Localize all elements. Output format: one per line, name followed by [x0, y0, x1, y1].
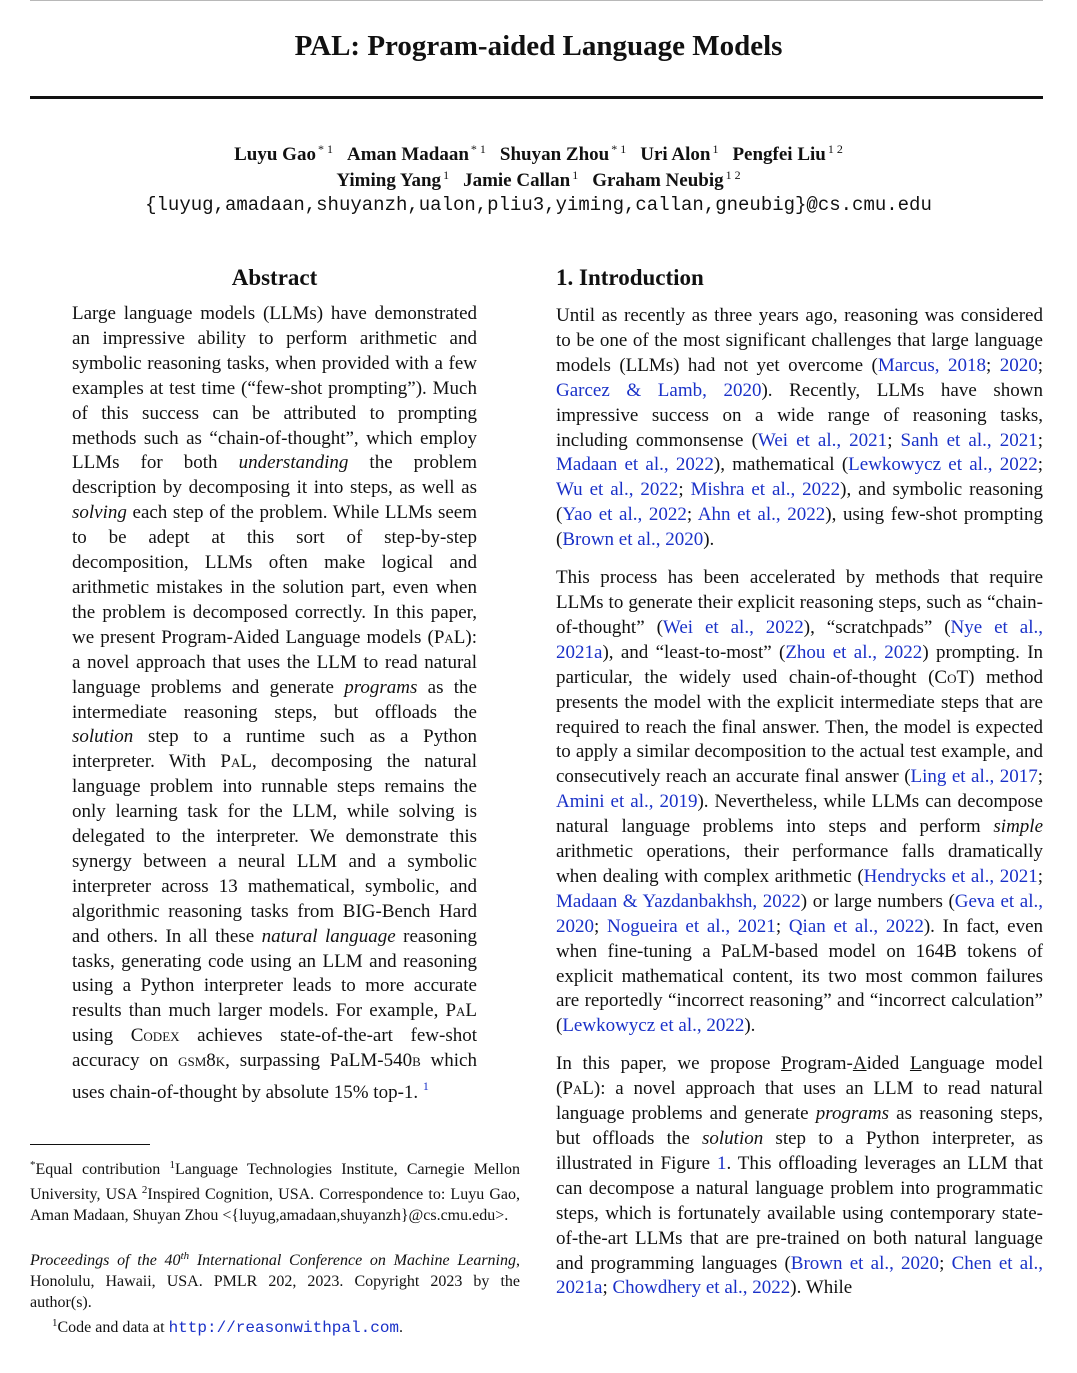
- citation-link[interactable]: Wei et al., 2022: [662, 616, 804, 638]
- text-run: International Conference on Machine Learning: [189, 1252, 516, 1269]
- citation-link[interactable]: Ahn et al., 2022: [697, 504, 826, 526]
- citation-link[interactable]: Lewkowycz et al., 2022: [562, 1015, 745, 1037]
- text-run: using: [72, 1025, 131, 1047]
- text-run: ;: [1037, 454, 1043, 476]
- intro-paragraph-1: [556, 304, 1043, 553]
- text-run: PaL: [433, 626, 466, 648]
- citation-link[interactable]: Brown et al., 2020: [790, 1252, 940, 1274]
- text-run: *: [30, 1159, 36, 1171]
- text-run: ;: [1037, 354, 1043, 376]
- text-run: Large language models (LLMs) have demonstrated an impressive ability to perform arithmetic and symbolic reasoning tasks, when provided with a few examples at test time (“few-shot prompting”). Much of this success can be attributed to prompting methods such as “chain-of-thought”, which employ LLMs for both: [72, 303, 477, 474]
- authors-row-2: [0, 168, 1077, 192]
- citation-link[interactable]: Madaan & Yazdanbakhsh, 2022: [556, 890, 801, 912]
- author-name: Jamie Callan $^1$: [463, 168, 579, 191]
- code-url-link[interactable]: http://reasonwithpal.com: [168, 1319, 400, 1337]
- text-run: , Honolulu, Hawaii, USA. PMLR 202, 2023. Copyright 2023 by the author(s).: [30, 1252, 520, 1311]
- paper-title: PAL: Program-aided Language Models: [294, 30, 783, 62]
- text-run: the problem description by decomposing it into steps, as well as: [72, 452, 478, 499]
- text-run: which uses chain-of-thought by absolute 15% top-1.: [72, 1050, 477, 1104]
- text-run: ) or large numbers (: [800, 890, 955, 912]
- citation-link[interactable]: Yao et al., 2022: [562, 504, 687, 526]
- footnote-rule: [30, 1144, 150, 1145]
- text-run: arithmetic operations, their performance falls dramatically when dealing with complex arithmetic (: [556, 841, 1043, 887]
- text-run: ;: [594, 915, 608, 937]
- text-run: Until as recently as three years ago, reasoning was considered to be one of the most significant challenges that large language models (LLMs) had not yet overcome (: [556, 305, 1043, 376]
- intro-paragraph-3: [556, 1052, 1043, 1301]
- left-column: [72, 262, 477, 1106]
- author-name: Aman Madaan $^{* 1}$: [346, 142, 486, 165]
- text-run: as the intermediate reasoning steps, but offloads the: [72, 676, 477, 723]
- citation-link[interactable]: Brown et al., 2020: [562, 529, 704, 551]
- text-run: programs: [815, 1103, 889, 1125]
- top-rule: [30, 0, 1043, 1]
- text-run: ) method presents the model with the explicit intermediate steps that are required to reach the final answer. Then, the model is expected to apply a similar decomposition to the actual test example, and consecutively reach an accurate final answer (: [556, 666, 1043, 788]
- text-run: th: [180, 1250, 190, 1262]
- text-run: ;: [678, 479, 691, 501]
- text-run: ;: [939, 1252, 952, 1274]
- text-run: 1: [52, 1317, 58, 1329]
- text-run: ;: [686, 504, 698, 526]
- text-run: anguage model (: [556, 1053, 1043, 1100]
- affiliation-marks: * 1: [611, 142, 627, 156]
- text-run: Inspired Cognition, USA. Correspondence to: Luyu Gao, Aman Madaan, Shuyan Zhou <{luyug,amadaan,shuyanzh}@cs.cmu.edu>.: [30, 1186, 520, 1224]
- text-run: .: [399, 1319, 404, 1336]
- text-run: solution: [72, 726, 134, 748]
- affiliation-marks: 1: [712, 142, 719, 156]
- text-run: simple: [993, 816, 1043, 838]
- title-rule: [30, 96, 1043, 99]
- citation-link[interactable]: Zhou et al., 2022: [785, 641, 923, 663]
- text-run: PaL: [562, 1078, 594, 1100]
- text-run: ). In fact, even when fine-tuning a PaLM-based model on 164B tokens of explicit mathematical content, its two most common failures are reportedly “incorrect reasoning” and “incorrect calculation” (: [556, 915, 1044, 1037]
- text-run: ).: [744, 1015, 756, 1037]
- citation-link[interactable]: Chen et al., 2021a: [556, 1252, 1044, 1299]
- text-run: as reasoning steps, but offloads the: [556, 1103, 1043, 1149]
- text-run: P: [781, 1053, 792, 1075]
- citation-link[interactable]: Chowdhery et al., 2022: [612, 1277, 791, 1299]
- text-run: step to a Python interpreter, as illustrated in Figure: [556, 1128, 1043, 1174]
- text-run: ), using few-shot prompting (: [556, 504, 1044, 551]
- citation-link[interactable]: Nye et al., 2021a: [556, 616, 1043, 663]
- citation-link[interactable]: 1: [717, 1152, 727, 1174]
- author-name: Uri Alon $^1$: [640, 142, 719, 165]
- text-run: , decomposing the natural language problem into runnable steps remains the only learning task for the LLM, while solving is delegated to the interpreter. We demonstrate this synergy between a neural LLM and a symbolic interpreter across 13 mathematical, symbolic, and algorithmic reasoning tasks from BIG-Bench Hard and others. In all these: [72, 751, 477, 947]
- footnote-code: [30, 1313, 520, 1339]
- text-run: ;: [602, 1277, 613, 1299]
- text-run: solution: [702, 1128, 764, 1149]
- author-name: Graham Neubig $^{1 2}$: [592, 168, 741, 191]
- text-run: ;: [1037, 865, 1043, 887]
- citation-link[interactable]: Lewkowycz et al., 2022: [848, 454, 1038, 476]
- text-run: ): a novel approach that uses the LLM to read natural language problems and generate: [72, 626, 477, 698]
- text-run: reasoning tasks, generating code using an LLM and reasoning using a Python interpreter leads to more accurate results than much larger models. For example,: [72, 925, 477, 1022]
- text-run: b: [412, 1050, 421, 1072]
- text-run: programs: [344, 676, 418, 698]
- right-column: [556, 262, 1043, 1301]
- text-run: , surpassing PaLM-540: [225, 1050, 413, 1072]
- text-run: ), “scratchpads” (: [803, 616, 951, 638]
- author-name: Shuyan Zhou $^{* 1}$: [499, 142, 627, 165]
- affiliation-marks: 1: [443, 168, 450, 182]
- text-run: ;: [1037, 766, 1044, 788]
- introduction-heading: 1. Introduction: [556, 265, 704, 290]
- citation-link[interactable]: Hendrycks et al., 2021: [863, 865, 1038, 887]
- citation-link[interactable]: Qian et al., 2022: [788, 915, 924, 937]
- text-run: gsm8k: [178, 1050, 226, 1072]
- text-run: ): a novel approach that uses an LLM to read natural language problems and generate: [556, 1078, 1043, 1125]
- citation-link[interactable]: Garcez & Lamb, 2020: [556, 379, 762, 401]
- author-name: Luyu Gao $^{* 1}$: [234, 142, 333, 165]
- text-run: understanding: [238, 452, 349, 474]
- author-emails: {luyug,amadaan,shuyanzh,ualon,pliu3,yiming,callan,gneubig}@cs.cmu.edu: [145, 194, 932, 216]
- affiliation-marks: * 1: [470, 142, 486, 156]
- text-run: ) prompting. In particular, the widely used chain-of-thought (: [556, 641, 1044, 688]
- citation-link[interactable]: Geva et al., 2020: [556, 890, 1044, 937]
- text-run: ).: [703, 529, 715, 551]
- text-run: This process has been accelerated by methods that require LLMs to generate their explicit reasoning steps, such as “chain-of-thought” (: [556, 567, 1043, 638]
- text-run: PaL: [220, 751, 252, 773]
- citation-link[interactable]: Nogueira et al., 2021: [607, 915, 776, 937]
- text-run: A: [852, 1053, 867, 1075]
- text-run: ). While: [790, 1277, 853, 1299]
- text-run: CoT: [934, 666, 969, 688]
- authors-row-1: [0, 142, 1077, 166]
- footnote-affiliations: [30, 1155, 520, 1226]
- text-run: ;: [986, 354, 1000, 376]
- text-run: Codex: [130, 1025, 180, 1047]
- text-run: rogram-: [791, 1053, 853, 1075]
- abstract-text: [72, 302, 477, 1106]
- text-run: . This offloading leverages an LLM that can decompose a natural language problem into programmatic steps, which is fortunately available using contemporary state-of-the-art LLMs that are pre-trained on both natural language and programming languages (: [556, 1152, 1043, 1274]
- text-run: ;: [887, 429, 901, 451]
- text-run: Equal contribution: [35, 1161, 170, 1178]
- text-run: ), and symbolic reasoning (: [556, 479, 1043, 526]
- footnote-link[interactable]: 1: [422, 1079, 429, 1094]
- text-run: PaL: [445, 1000, 477, 1022]
- citation-link[interactable]: Amini et al., 2019: [556, 791, 698, 813]
- citation-link[interactable]: Ling et al., 2017: [910, 766, 1038, 788]
- abstract-heading: Abstract: [231, 265, 318, 290]
- text-run: ). Recently, LLMs have shown impressive success on a wide range of reasoning tasks, including commonsense (: [556, 379, 1043, 451]
- text-run: 1: [169, 1159, 175, 1171]
- author-name: Pengfei Liu $^{1 2}$: [732, 142, 843, 165]
- footnote-proceedings: [30, 1246, 520, 1313]
- text-run: achieves state-of-the-art few-shot accuracy on: [72, 1025, 477, 1072]
- text-run: natural language: [261, 925, 396, 947]
- text-run: ided: [866, 1053, 910, 1075]
- text-run: ;: [775, 915, 789, 937]
- text-run: Proceedings of the 40: [30, 1252, 181, 1269]
- citation-link[interactable]: Madaan et al., 2022: [556, 454, 714, 476]
- text-run: Language Technologies Institute, Carnegie Mellon University, USA: [30, 1161, 521, 1203]
- text-run: In this paper, we propose: [556, 1053, 782, 1075]
- affiliation-marks: 1: [572, 168, 579, 182]
- text-run: solving: [72, 502, 127, 524]
- citation-link[interactable]: 2020: [999, 354, 1038, 376]
- affiliation-marks: 1 2: [725, 168, 741, 182]
- text-run: ;: [1037, 429, 1043, 451]
- text-run: Code and data at: [57, 1319, 169, 1336]
- intro-paragraph-2: [556, 566, 1043, 1039]
- author-name: Yiming Yang $^1$: [336, 168, 450, 191]
- affiliation-marks: 1 2: [827, 142, 843, 156]
- text-run: L: [909, 1053, 922, 1075]
- text-run: each step of the problem. While LLMs seem to be adept at this sort of step-by-step decomposition, LLMs often make logical and arithmetic mistakes in the solution part, even when the problem is decomposed correctly. In this paper, we present Program-Aided Language models (: [72, 502, 477, 648]
- footnotes: [30, 1144, 520, 1339]
- affiliation-marks: * 1: [317, 142, 333, 156]
- citation-link[interactable]: Wu et al., 2022: [556, 479, 679, 501]
- text-run: ), and “least-to-most” (: [602, 641, 786, 663]
- text-run: ), mathematical (: [713, 454, 849, 476]
- text-run: step to a runtime such as a Python interpreter. With: [72, 726, 477, 773]
- citation-link[interactable]: Marcus, 2018: [877, 354, 986, 376]
- citation-link[interactable]: Sanh et al., 2021: [900, 429, 1038, 451]
- text-run: ). Nevertheless, while LLMs can decompose natural language problems into steps and perform: [556, 791, 1043, 838]
- citation-link[interactable]: Mishra et al., 2022: [690, 479, 841, 501]
- text-run: 2: [141, 1184, 148, 1196]
- citation-link[interactable]: Wei et al., 2021: [757, 429, 888, 451]
